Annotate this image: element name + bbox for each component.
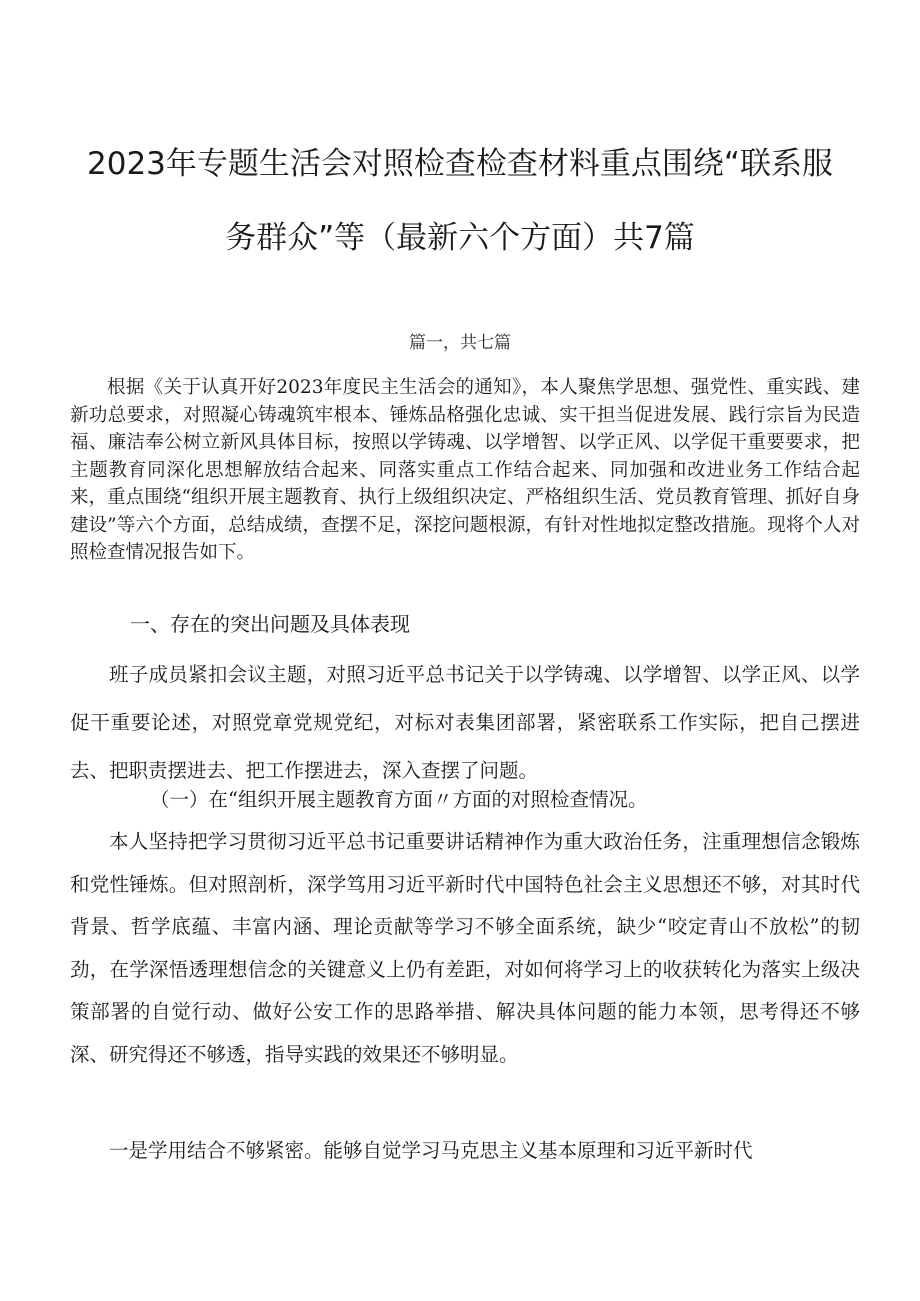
section-heading: 一、存在的突出问题及具体表现 — [130, 612, 410, 636]
document-subtitle: 篇一，共七篇 — [409, 333, 511, 353]
body-paragraph-4: 一是学用结合不够紧密。能够自觉学习马克思主义基本原理和习近平新时代 — [109, 1139, 753, 1162]
intro-paragraph: 根据《关于认真开好2023年度民主生活会的通知》，本人聚焦学思想、强党性、重实践、建新功总要求，对照凝心铸魂筑牢根本、锤炼品格强化忠诚、实干担当促进发展、践行宗旨为民造福、廉洁奉公树立新风具体目标，按照以学铸魂、以学增智、以学正风、以学促干重要要求，把主题教育同深化思想解放结合起来、同落实重点工作结合起来、同加强和改进业务工作结合起来，重点围绕“组织开展主题教育、执行上级组织决定、严格组织生活、党员教育管理、抓好自身建设”等六个方面，总结成绩，查摆不足，深挖问题根源，有针对性地拟定整改措施。现将个人对照检查情况报告如下。 — [70, 377, 860, 563]
document-title-line-2: 务群众”等（最新六个方面）共7篇 — [225, 220, 695, 256]
body-paragraph-2: 班子成员紧扣会议主题，对照习近平总书记关于以学铸魂、以学增智、以学正风、以学促干重要论述，对照党章党规党纪，对标对表集团部署，紧密联系工作实际，把自己摆进去、把职责摆进去、把工作摆进去，深入查摆了问题。 — [70, 663, 860, 782]
subsection-heading: （一）在“组织开展主题教育方面〃方面的对照检查情况。 — [150, 788, 648, 811]
body-paragraph-3: 本人坚持把学习贯彻习近平总书记重要讲话精神作为重大政治任务，注重理想信念锻炼和党性锤炼。但对照剖析，深学笃用习近平新时代中国特色社会主义思想还不够，对其时代背景、哲学底蕴、丰富内涵、理论贡献等学习不够全面系统，缺少“咬定青山不放松”的韧劲，在学深悟透理想信念的关键意义上仍有差距，对如何将学习上的收获转化为落实上级决策部署的自觉行动、做好公安工作的思路举措、解决具体问题的能力本领，思考得还不够深、研究得还不够透，指导实践的效果还不够明显。 — [70, 830, 860, 1066]
document-title-line-1: 2023年专题生活会对照检查检查材料重点围绕“联系服 — [87, 146, 833, 182]
